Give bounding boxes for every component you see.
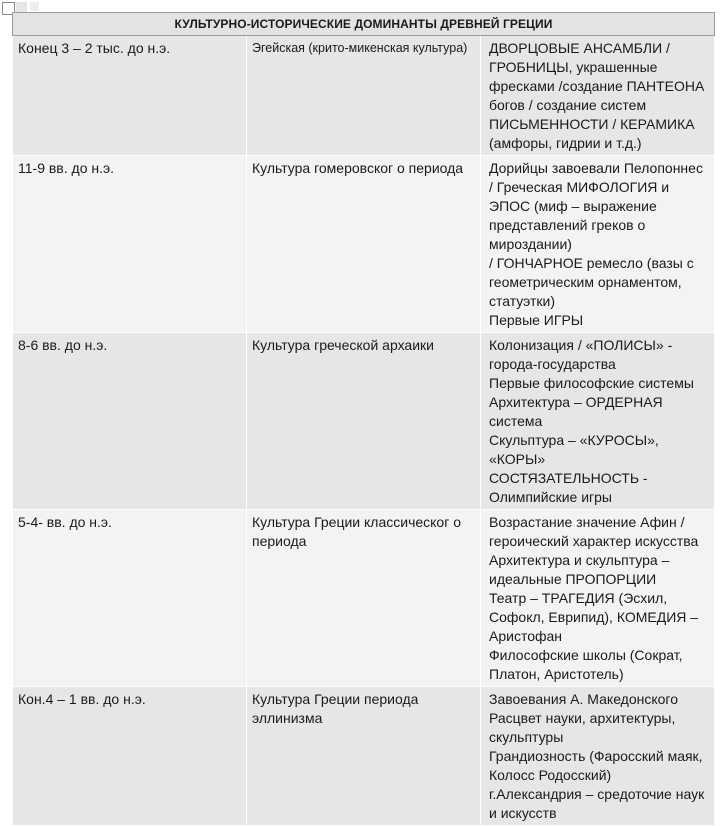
content-line: статуэтки): [489, 293, 556, 309]
table-row: [13, 333, 715, 510]
content-line: СОСТЯЗАТЕЛЬНОСТЬ - Олимпийские игры: [489, 470, 648, 505]
period-cell: Кон.4 – 1 вв. до н.э.: [13, 687, 247, 826]
period-cell: Конец 3 – 2 тыс. до н.э.: [13, 36, 247, 156]
content-line: ЭПОС (миф – выражение представлений греков о мироздании): [489, 198, 657, 252]
content-cell: [481, 36, 715, 156]
period-cell: 5-4- вв. до н.э.: [13, 510, 247, 687]
content-line: Театр – ТРАГЕДИЯ (Эсхил, Софокл, Еврипид), КОМЕДИЯ –: [489, 590, 699, 625]
table-row: [13, 36, 715, 156]
content-line: Расцвет науки, архитектуры, скульптуры: [489, 710, 676, 745]
culture-cell: Культура гомеровског о периода: [247, 156, 481, 333]
content-line: Возрастание значение Афин / героический характер искусства: [489, 514, 699, 549]
header-row: [13, 13, 715, 36]
table-row: [13, 156, 715, 333]
content-cell: [481, 156, 715, 333]
content-cell: [481, 687, 715, 826]
content-line: Завоевания А. Македонского: [489, 691, 679, 707]
corner-square: [30, 2, 39, 11]
content-line: Первые ИГРЫ: [489, 312, 584, 328]
period-cell: 11-9 вв. до н.э.: [13, 156, 247, 333]
culture-cell: Эгейская (крито-микенская культура): [247, 36, 481, 156]
content-cell: [481, 510, 715, 687]
content-line: Первые философские системы: [489, 375, 694, 391]
content-line: Философские школы (Сократ, Платон, Аристотель): [489, 647, 683, 682]
culture-cell: Культура Греции классическог о периода: [247, 510, 481, 687]
content-line: Скульптура – «КУРОСЫ», «КОРЫ»: [489, 432, 659, 467]
dominants-table: [12, 12, 715, 826]
period-cell: 8-6 вв. до н.э.: [13, 333, 247, 510]
culture-cell: Культура Греции периода эллинизма: [247, 687, 481, 826]
table-row: [13, 510, 715, 687]
content-line: Архитектура – ОРДЕРНАЯ система: [489, 394, 663, 429]
content-line: Грандиозность (Фаросский маяк, Колосс Родосский): [489, 748, 703, 783]
culture-cell: Культура греческой архаики: [247, 333, 481, 510]
table-title: КУЛЬТУРНО-ИСТОРИЧЕСКИЕ ДОМИНАНТЫ ДРЕВНЕЙ ГРЕЦИИ: [13, 13, 715, 36]
content-line: ПИСЬМЕННОСТИ / КЕРАМИКА (амфоры, гидрии и т.д.): [489, 116, 695, 151]
table-header: [13, 13, 715, 36]
content-line: Аристофан: [489, 628, 563, 644]
content-line: г.Александрия – средоточие наук и искусств: [489, 786, 705, 821]
content-line: / ГОНЧАРНОЕ ремесло (вазы с геометрическим орнаментом,: [489, 255, 694, 290]
content-line: Колонизация / «ПОЛИСЫ» - города-государства: [489, 337, 673, 372]
content-line: Архитектура и скульптура – идеальные ПРОПОРЦИИ: [489, 552, 670, 587]
content-line: фресками /создание ПАНТЕОНА богов / создание систем: [489, 78, 705, 113]
content-line: ДВОРЦОВЫЕ АНСАМБЛИ / ГРОБНИЦЫ, украшенные: [489, 40, 670, 75]
content-line: Дорийцы завоевали Пелопоннес / Греческая МИФОЛОГИЯ и: [489, 160, 703, 195]
table-row: [13, 687, 715, 826]
content-cell: [481, 333, 715, 510]
